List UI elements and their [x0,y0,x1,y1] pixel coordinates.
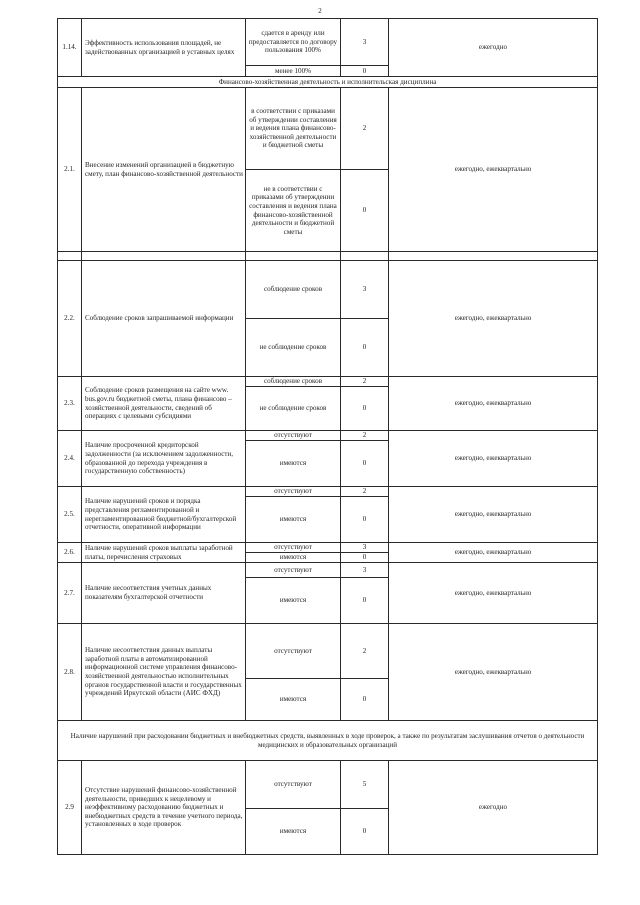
row-number: 2.1. [58,88,82,252]
points-value: 0 [341,553,389,563]
row-number: 2.2. [58,261,82,377]
points-value: 3 [341,19,389,66]
condition-text: имеются [246,497,341,543]
points-value: 0 [341,497,389,543]
row-number: 2.4. [58,431,82,487]
condition-text: отсутствуют [246,563,341,578]
empty-cell [389,252,598,261]
period-text: ежегодно, ежеквартально [389,624,598,721]
condition-text: сдается в аренду или предоставляется по договору пользования 100% [246,19,341,66]
period-text: ежегодно, ежеквартально [389,563,598,624]
criterion-text: Соблюдение сроков запрашиваемой информации [82,261,246,377]
criterion-text: Наличие нарушений сроков выплаты заработной платы, перечисления страховых [82,543,246,563]
period-text: ежегодно, ежеквартально [389,487,598,543]
condition-text: отсутствуют [246,543,341,553]
points-value: 2 [341,377,389,387]
criterion-text: Внесение изменений организацией в бюджетную смету, план финансово-хозяйственной деятельности [82,88,246,252]
criterion-text: Отсутствие нарушений финансово-хозяйственной деятельности, приведших к нецелевому и неэффективному расходованию бюджетных и внебюджетных средств в течение учетного периода, установленных в ходе проверок [82,761,246,855]
criteria-table [57,18,598,855]
condition-text: не в соответствии с приказами об утверждении составления и ведения плана финансово-хозяйственной деятельности и бюджетной сметы [246,170,341,252]
points-value: 0 [341,679,389,721]
condition-text: отсутствуют [246,487,341,497]
points-value: 0 [341,441,389,487]
criterion-text: Эффективность использования площадей, не задействованных организацией в уставных целях [82,19,246,77]
row-number: 2.3. [58,377,82,431]
table-row [58,261,598,319]
row-number: 2.7. [58,563,82,624]
points-value: 2 [341,487,389,497]
condition-text: не соблюдение сроков [246,319,341,377]
condition-text: имеются [246,809,341,855]
condition-text: имеются [246,679,341,721]
period-text: ежегодно, ежеквартально [389,377,598,431]
empty-cell [58,252,82,261]
criterion-text: Наличие несоответствия учетных данных показателям бухгалтерской отчетности [82,563,246,624]
points-value: 0 [341,387,389,431]
period-text: ежегодно, ежеквартально [389,88,598,252]
section-header-row [58,77,598,88]
row-number: 2.8. [58,624,82,721]
table-row [58,761,598,809]
condition-text: имеются [246,578,341,624]
table-row [58,19,598,66]
points-value: 0 [341,809,389,855]
points-value: 3 [341,261,389,319]
table-row [58,624,598,679]
section-header-row [58,721,598,761]
table-row [58,487,598,497]
row-number: 2.6. [58,543,82,563]
period-text: ежегодно [389,761,598,855]
row-number: 1.14. [58,19,82,77]
condition-text: в соответствии с приказами об утверждении составления и ведения плана финансово-хозяйственной деятельности и бюджетной сметы [246,88,341,170]
table-row [58,377,598,387]
period-text: ежегодно, ежеквартально [389,261,598,377]
table-row [58,563,598,578]
table-row [58,543,598,553]
condition-text: соблюдение сроков [246,377,341,387]
section-title: Финансово-хозяйственная деятельность и исполнительская дисциплина [58,77,598,88]
points-value: 2 [341,431,389,441]
row-number: 2.9 [58,761,82,855]
empty-cell [341,252,389,261]
section-title: Наличие нарушений при расходовании бюджетных и внебюджетных средств, выявленных в ходе проверок, а также по результатам заслушивания отчетов о деятельности медицинских и образовательных организаций [58,721,598,761]
condition-text: имеются [246,553,341,563]
condition-text: имеются [246,441,341,487]
points-value: 2 [341,88,389,170]
table-row [58,252,598,261]
page-number: 2 [318,7,322,15]
condition-text: отсутствуют [246,624,341,679]
row-number: 2.5. [58,487,82,543]
criterion-text: Наличие несоответствия данных выплаты заработной платы в автоматизированной информационной системе управления финансово-хозяйственной деятельностью исполнительных органов государственной власти и государственных учреждений Иркутской области (АИС ФХД) [82,624,246,721]
points-value: 3 [341,563,389,578]
points-value: 0 [341,578,389,624]
period-text: ежегодно [389,19,598,77]
criterion-text: Соблюдение сроков размещения на сайте www. bus.gov.ru бюджетной сметы, плана финансово – хозяйственной деятельности, сведений об операциях с целевыми субсидиями [82,377,246,431]
empty-cell [246,252,341,261]
table-row [58,88,598,170]
condition-text: отсутствуют [246,761,341,809]
period-text: ежегодно, ежеквартально [389,431,598,487]
points-value: 5 [341,761,389,809]
points-value: 3 [341,543,389,553]
condition-text: соблюдение сроков [246,261,341,319]
condition-text: не соблюдение сроков [246,387,341,431]
condition-text: отсутствуют [246,431,341,441]
criterion-text: Наличие просроченной кредиторской задолженности (за исключением задолженности, образованной до перехода учреждения в государственную собственность) [82,431,246,487]
points-value: 0 [341,170,389,252]
empty-cell [82,252,246,261]
points-value: 0 [341,66,389,77]
table-row [58,431,598,441]
points-value: 0 [341,319,389,377]
criterion-text: Наличие нарушений сроков и порядка представления регламентированной и нерегламентированной бюджетной/бухгалтерской отчетности, оперативной информации [82,487,246,543]
period-text: ежегодно, ежеквартально [389,543,598,563]
points-value: 2 [341,624,389,679]
condition-text: менее 100% [246,66,341,77]
